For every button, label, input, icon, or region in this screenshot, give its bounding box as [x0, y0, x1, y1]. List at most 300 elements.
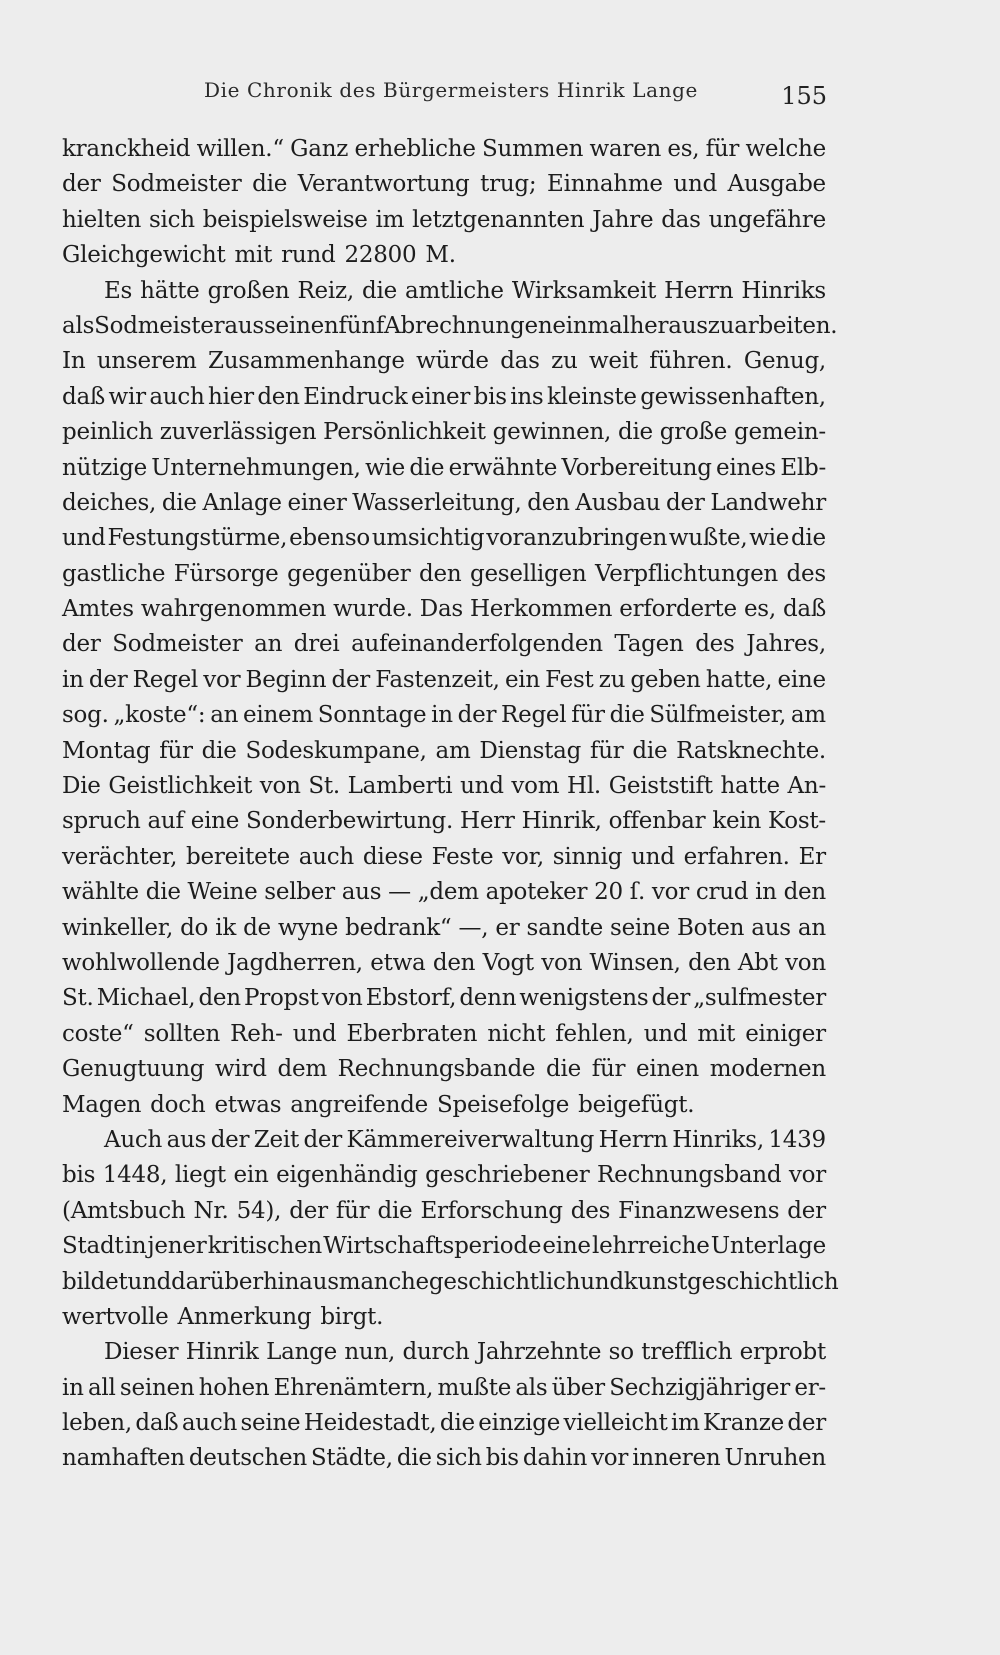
word: Magen	[62, 1091, 142, 1118]
word: den	[527, 489, 570, 516]
word: die	[546, 1056, 581, 1083]
word: namhaften	[62, 1445, 185, 1472]
word: und	[62, 525, 106, 552]
word: Speisefolge	[436, 1091, 570, 1118]
text-line	[62, 592, 826, 627]
word: und	[292, 1020, 337, 1047]
word: zu	[598, 666, 626, 693]
word: offenbar	[608, 808, 706, 835]
word: bis	[62, 1162, 96, 1189]
word: Verpflichtungen	[594, 560, 778, 587]
word: an	[210, 702, 239, 729]
word: leben,	[62, 1410, 132, 1437]
word: gewissenhaften,	[640, 383, 826, 410]
word: die	[377, 1197, 413, 1224]
word: beispielsweise	[202, 206, 368, 233]
word: dem	[277, 1056, 327, 1083]
word: Wirksamkeit	[511, 277, 657, 304]
word: vor,	[502, 843, 544, 870]
word: einmal	[552, 312, 630, 339]
word: Herr	[460, 808, 515, 835]
word: eines	[716, 454, 776, 481]
word: er-	[794, 1374, 826, 1401]
body-text	[62, 132, 839, 1477]
text-line	[62, 1158, 826, 1193]
word: waren	[589, 136, 662, 162]
word: und	[460, 773, 504, 800]
text-line	[62, 521, 826, 556]
word: Geiststift	[608, 773, 713, 800]
text-line	[62, 946, 826, 981]
word: am	[435, 737, 471, 764]
word: seine	[240, 1410, 301, 1437]
word: die	[439, 1410, 475, 1437]
word: Jahres,	[746, 631, 826, 658]
word: Geistlichkeit	[108, 773, 253, 800]
word: aus	[224, 312, 264, 339]
word: nun,	[344, 1339, 396, 1366]
word: für	[705, 136, 740, 162]
word: Sodmeister	[111, 171, 242, 198]
word: es,	[743, 596, 776, 623]
word: Herkommen	[470, 596, 613, 623]
word: auf	[147, 808, 184, 835]
word: kleinste	[546, 383, 637, 410]
word: den	[419, 560, 462, 587]
word: geschichtlich	[428, 1268, 581, 1295]
word: in	[755, 879, 777, 906]
word: eine	[190, 808, 240, 835]
word: etwa	[370, 949, 426, 976]
word: Jahrzehnte	[476, 1339, 602, 1366]
word: fünf	[338, 312, 385, 339]
word: crud	[695, 879, 749, 906]
word: die	[632, 737, 668, 764]
word: geben	[630, 666, 701, 693]
word: amtliche	[404, 277, 504, 304]
word: doch	[150, 1091, 206, 1118]
word: Einnahme	[547, 171, 663, 198]
word: sich	[435, 1445, 482, 1472]
word: St.	[62, 985, 94, 1012]
word: Boten	[677, 914, 745, 941]
word: mit	[234, 242, 273, 269]
word: gewinnen,	[492, 419, 612, 446]
word: Unternehmungen,	[151, 454, 361, 481]
word: voranzubringen	[486, 525, 668, 552]
word: eine	[542, 1233, 591, 1260]
text-line	[62, 840, 826, 875]
word: Regel	[501, 702, 567, 729]
word: hätte	[140, 277, 200, 304]
word: letztgenannten	[412, 206, 585, 233]
word: die	[409, 454, 445, 481]
page-header	[64, 72, 825, 108]
word: aus	[166, 1126, 207, 1153]
word: welche	[745, 136, 826, 162]
word: Eindruck	[303, 383, 408, 410]
word: Eberbraten	[346, 1020, 478, 1047]
word: Anlage	[202, 489, 282, 516]
word: bedrank“	[345, 914, 452, 941]
word: vor	[203, 666, 241, 693]
word: ik	[215, 914, 237, 941]
word: daß	[782, 596, 826, 623]
word: nützige	[62, 454, 147, 481]
word: in	[124, 1233, 147, 1260]
word: Hinriks	[741, 277, 826, 304]
word: und	[631, 843, 675, 870]
word: so	[608, 1339, 634, 1366]
text-line	[62, 875, 826, 910]
word: und	[643, 1020, 688, 1047]
word: der	[787, 1197, 826, 1224]
word: an	[797, 914, 826, 941]
text-line	[62, 734, 826, 769]
word: apoteker	[485, 879, 588, 906]
word: birgt.	[320, 1303, 384, 1330]
word: liegt	[174, 1162, 226, 1189]
word: die	[617, 419, 653, 446]
word: hielten	[62, 206, 142, 233]
word: in	[62, 1374, 84, 1401]
word: Herrn	[598, 1126, 668, 1153]
word: Montag	[62, 737, 151, 764]
word: Kranze	[703, 1410, 784, 1437]
word: Lange	[266, 1339, 337, 1366]
word: Kost-	[767, 808, 826, 835]
word: mit	[697, 1020, 736, 1047]
word: in	[431, 702, 453, 729]
word: die	[161, 489, 197, 516]
text-line	[62, 1406, 826, 1441]
word: kranckheid	[62, 136, 191, 162]
text-line	[62, 627, 826, 662]
word: als	[62, 312, 95, 339]
word: St.	[308, 773, 340, 800]
word: Vorbereitung	[561, 454, 712, 481]
word: sog.	[62, 702, 109, 729]
word: von	[541, 949, 583, 976]
word: ungefähre	[708, 206, 826, 233]
word: Dieser	[104, 1339, 179, 1366]
word: bildet	[62, 1268, 128, 1295]
word: Ebstorf,	[365, 985, 457, 1012]
word: —	[388, 879, 411, 906]
word: Amtes	[62, 596, 134, 623]
text-line	[62, 804, 826, 839]
word: Sodeskumpane,	[245, 737, 427, 764]
word: An-	[787, 773, 826, 800]
word: von	[321, 985, 363, 1012]
word: Die	[62, 773, 101, 800]
word: wußte,	[668, 525, 748, 552]
text-line	[62, 663, 826, 698]
word: vor	[788, 1162, 826, 1189]
word: aufeinanderfolgenden	[351, 631, 603, 658]
word: geselligen	[469, 560, 587, 587]
word: peinlich	[62, 419, 153, 446]
word: 22800	[344, 242, 417, 269]
word: bis	[473, 383, 507, 410]
text-line	[62, 1194, 826, 1229]
word: bereitete	[186, 843, 290, 870]
word: Dienstag	[479, 737, 582, 764]
word: Summen	[482, 136, 584, 162]
word: sandte	[526, 914, 603, 941]
word: Elb-	[780, 454, 826, 481]
word: und	[673, 171, 718, 198]
word: kunstgeschichtlich	[623, 1268, 839, 1295]
word: unserem	[96, 348, 197, 375]
word: hatte	[720, 773, 780, 800]
word: denn	[459, 985, 517, 1012]
word: Hl.	[567, 773, 601, 800]
word: de	[243, 914, 271, 941]
word: ins	[510, 383, 544, 410]
word: Kämmereiverwaltung	[346, 1126, 595, 1153]
word: würde	[416, 348, 489, 375]
word: den	[432, 949, 476, 976]
word: Landwehr	[710, 489, 826, 516]
word: Sechzigjähriger	[609, 1374, 791, 1401]
word: einer	[411, 383, 471, 410]
word: wie	[365, 454, 405, 481]
word: des	[695, 631, 735, 658]
word: rund	[281, 242, 336, 269]
word: vom	[511, 773, 560, 800]
word: gegenüber	[287, 560, 411, 587]
text-line	[62, 1371, 826, 1406]
word: seine	[610, 914, 670, 941]
word: lehrreiche	[592, 1233, 710, 1260]
word: der	[331, 666, 371, 693]
word: dahin	[522, 1445, 588, 1472]
word: spruch	[62, 808, 141, 835]
text-line	[62, 451, 826, 486]
word: einzige	[478, 1410, 561, 1437]
word: hier	[208, 383, 254, 410]
word: erhebliche	[354, 136, 476, 162]
word: coste“	[62, 1020, 134, 1047]
word: Ehrenämtern,	[273, 1374, 434, 1401]
word: 54),	[236, 1197, 282, 1224]
word: Festungstürme,	[107, 525, 288, 552]
word: den	[688, 949, 731, 976]
word: die	[252, 171, 288, 198]
word: aus	[751, 914, 791, 941]
word: der	[210, 1126, 250, 1153]
word: Sodmeister	[94, 312, 225, 339]
word: Hinriks,	[672, 1126, 764, 1153]
word: do	[180, 914, 209, 941]
word: „dem	[417, 879, 479, 906]
word: Feste	[431, 843, 494, 870]
word: erfahren.	[683, 843, 790, 870]
word: Genugtuung	[62, 1056, 205, 1083]
word: die	[201, 737, 237, 764]
word: sollten	[143, 1020, 221, 1047]
word: Sonderbewirtung.	[246, 808, 454, 835]
word: Auch	[104, 1126, 163, 1153]
word: einer	[287, 489, 347, 516]
text-line	[62, 1123, 826, 1158]
word: geschriebener	[425, 1162, 590, 1189]
word: der	[88, 666, 128, 693]
word: gastliche	[62, 560, 166, 587]
word: selber	[264, 879, 335, 906]
word: wie	[749, 525, 790, 552]
word: Jahre	[592, 206, 654, 233]
text-line	[62, 1441, 826, 1476]
word: Stadt	[62, 1233, 124, 1260]
word: Genug,	[743, 348, 826, 375]
word: der	[457, 702, 497, 729]
text-line	[62, 1265, 839, 1300]
word: Wirtschaftsperiode	[323, 1233, 542, 1260]
word: Das	[419, 596, 463, 623]
word: Verantwortung	[297, 171, 470, 198]
word: der	[289, 1197, 328, 1224]
word: den	[257, 383, 300, 410]
word: daß	[62, 383, 106, 410]
word: wir	[108, 383, 146, 410]
word: Erforschung	[420, 1197, 563, 1224]
word: 1439	[768, 1126, 826, 1153]
word: die	[396, 1445, 432, 1472]
word: im	[670, 1410, 700, 1437]
word: der	[62, 631, 101, 658]
word: seinen	[119, 1374, 195, 1401]
word: drei	[293, 631, 340, 658]
word: seinen	[263, 312, 339, 339]
word: „koste“:	[113, 702, 206, 729]
word: Rechnungsbande	[337, 1056, 536, 1083]
word: erprobt	[739, 1339, 826, 1366]
word: daß	[135, 1410, 179, 1437]
word: Wasserleitung,	[352, 489, 522, 516]
word: weit	[588, 348, 638, 375]
word: Lamberti	[347, 773, 453, 800]
word: die	[361, 277, 397, 304]
word: herauszuarbeiten.	[629, 312, 838, 339]
word: zu	[551, 348, 578, 375]
word: der	[62, 171, 101, 198]
word: er	[495, 914, 520, 941]
word: von	[785, 949, 826, 976]
text-line	[62, 1229, 826, 1264]
word: wyne	[277, 914, 339, 941]
text-line	[62, 132, 826, 167]
word: Hinrik	[185, 1339, 259, 1366]
text-line	[62, 486, 826, 521]
word: vor	[651, 879, 689, 906]
word: wenigstens	[519, 985, 649, 1012]
text-line	[62, 415, 826, 450]
word: darüber	[171, 1268, 263, 1295]
running-title: Die Chronik des Bürgermeisters Hinrik Lange	[204, 78, 698, 102]
word: winkeller,	[62, 914, 174, 941]
word: Ausgabe	[727, 171, 826, 198]
word: zuverlässigen	[159, 419, 317, 446]
word: deiches,	[62, 489, 157, 516]
word: des	[570, 1197, 611, 1224]
word: der	[303, 1126, 343, 1153]
word: vielleicht	[563, 1410, 668, 1437]
word: es,	[667, 136, 700, 162]
word: den	[783, 879, 826, 906]
word: Hinrik,	[521, 808, 602, 835]
word: jener	[147, 1233, 207, 1260]
word: diese	[362, 843, 423, 870]
word: etwas	[214, 1091, 282, 1118]
text-line	[62, 557, 826, 592]
word: einem	[243, 702, 313, 729]
word: ebenso	[289, 525, 370, 552]
word: deutschen	[188, 1445, 307, 1472]
word: Er	[798, 843, 826, 870]
word: Abt	[737, 949, 778, 976]
word: Reh-	[230, 1020, 283, 1047]
word: In	[62, 348, 86, 375]
word: Vogt	[482, 949, 534, 976]
text-line	[62, 380, 826, 415]
word: im	[375, 206, 405, 233]
word: Zusammenhange	[207, 348, 405, 375]
word: Es	[104, 277, 133, 304]
word: wählte	[62, 879, 139, 906]
word: großen	[207, 277, 290, 304]
text-line	[62, 911, 826, 946]
text-line	[62, 1052, 826, 1087]
word: Beginn	[245, 666, 327, 693]
word: Regel	[132, 666, 199, 693]
word: Finanzwesens	[618, 1197, 780, 1224]
word: durch	[402, 1339, 470, 1366]
text-line	[62, 769, 826, 804]
word: trefflich	[641, 1339, 733, 1366]
word: auch	[181, 1410, 238, 1437]
word: angreifende	[290, 1091, 428, 1118]
text-line	[62, 1017, 826, 1052]
text-line	[62, 1335, 826, 1370]
word: ein	[233, 1162, 269, 1189]
word: über	[551, 1374, 605, 1401]
word: bis	[485, 1445, 519, 1472]
word: Herrn	[664, 277, 734, 304]
word: wurde.	[333, 596, 413, 623]
word: der	[666, 489, 705, 516]
word: wohlwollende	[62, 949, 220, 976]
text-line	[62, 1088, 826, 1123]
word: an	[254, 631, 283, 658]
word: kritischen	[207, 1233, 322, 1260]
word: ſ.	[629, 879, 646, 906]
word: Zeit	[253, 1126, 299, 1153]
word: Gleichgewicht	[62, 242, 226, 269]
word: für	[589, 737, 624, 764]
word: willen.“	[196, 136, 284, 162]
word: ein	[504, 666, 540, 693]
word: für	[335, 1197, 370, 1224]
word: Abrechnungen	[384, 312, 553, 339]
word: gemein-	[733, 419, 826, 446]
word: auch	[149, 383, 205, 410]
word: Jagdherren,	[227, 949, 363, 976]
word: aus	[341, 879, 382, 906]
word: eine	[777, 666, 826, 693]
word: von	[259, 773, 301, 800]
